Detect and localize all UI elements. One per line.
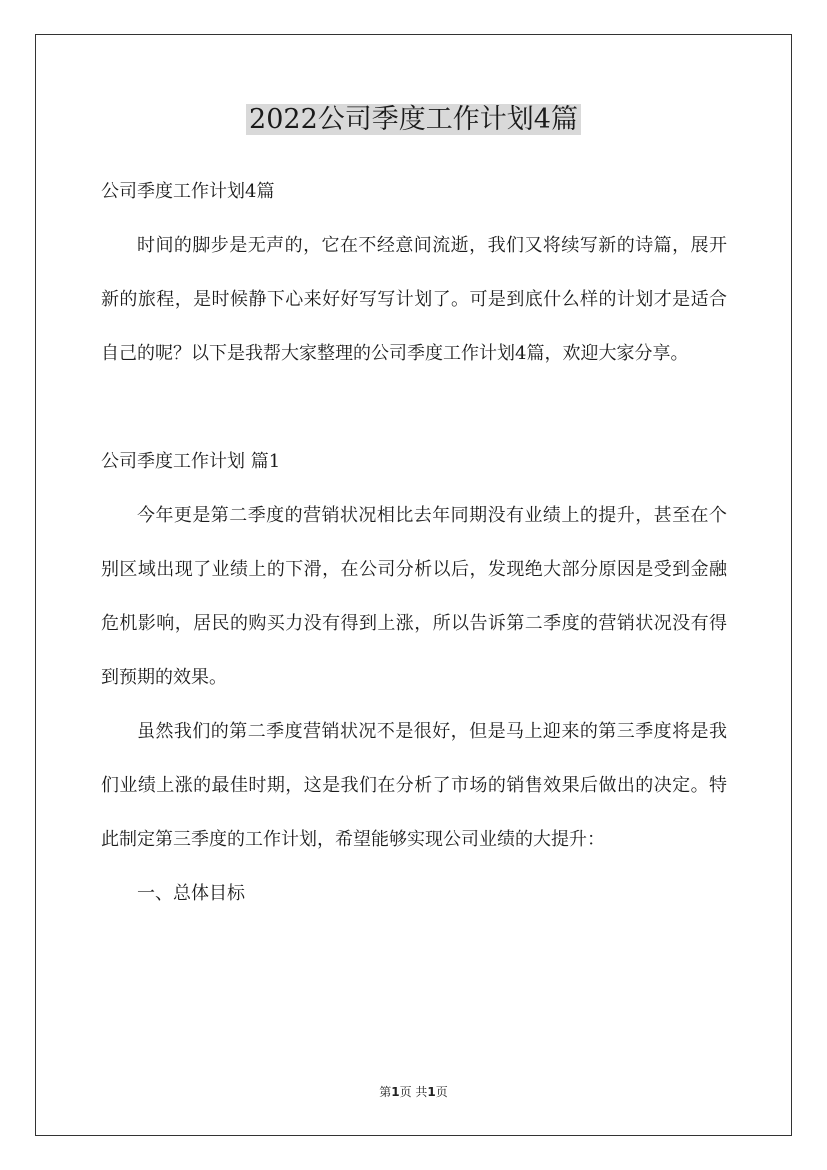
section-heading: 公司季度工作计划 篇1 [101,451,281,472]
blank-line [101,381,727,435]
subtitle-paragraph: 公司季度工作计划4篇 [101,181,275,202]
footer-suffix: 页 [435,1085,448,1099]
body-paragraph: 今年更是第二季度的营销状况相比去年同期没有业绩上的提升，甚至在个别区域出现了业绩上的下滑，在公司分析以后，发现绝大部分原因是受到金融危机影响，居民的购买力没有得到上涨，所以告诉第二季度的营销状况没有得到预期的效果。 [101,505,727,688]
page-total: 1 [427,1085,436,1099]
intro-paragraph: 时间的脚步是无声的，它在不经意间流逝，我们又将续写新的诗篇，展开新的旅程，是时候静下心来好好写写计划了。可是到底什么样的计划才是适合自己的呢？以下是我帮大家整理的公司季度工作计划4篇，欢迎大家分享。 [101,235,727,364]
document-body [101,165,727,921]
page-number: 1 [391,1085,400,1099]
document-title-text: 2022公司季度工作计划4篇 [246,104,581,135]
document-title [0,100,827,140]
body-paragraph: 虽然我们的第二季度营销状况不是很好，但是马上迎来的第三季度将是我们业绩上涨的最佳时期，这是我们在分析了市场的销售效果后做出的决定。特此制定第三季度的工作计划，希望能够实现公司业绩的大提升： [101,721,727,850]
page-footer [0,1083,827,1100]
footer-mid: 页 共 [399,1085,428,1099]
footer-prefix: 第 [379,1085,392,1099]
list-heading: 一、总体目标 [137,883,245,904]
